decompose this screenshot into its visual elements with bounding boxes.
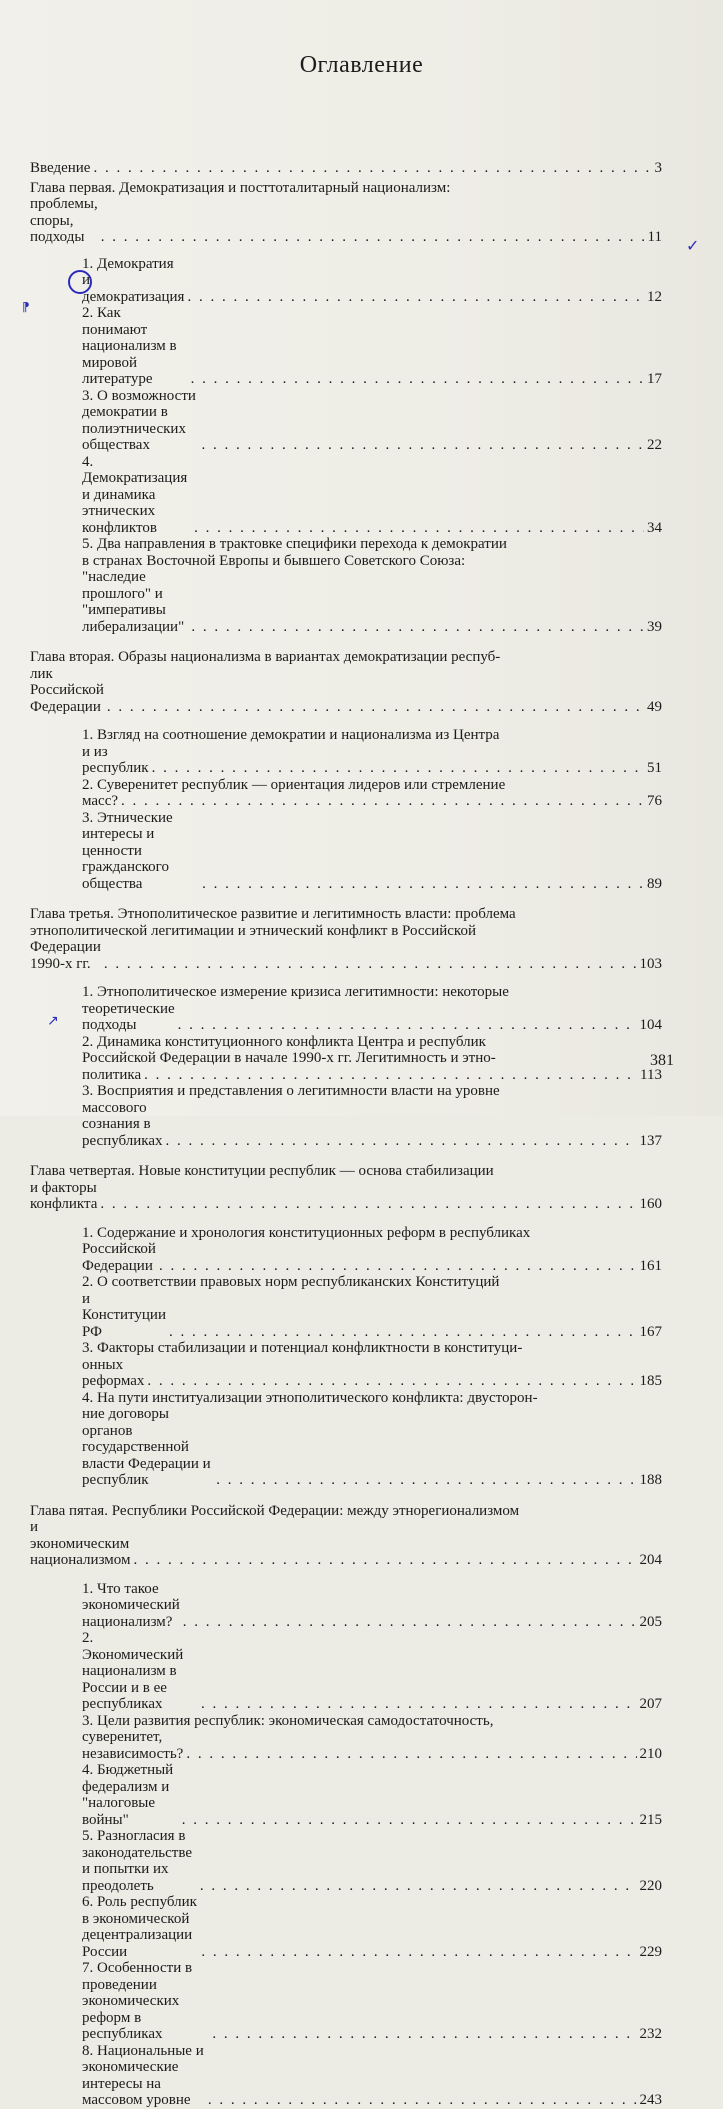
toc-entry-text: этнополитической легитимации и этнический конфликт в Российской	[30, 922, 476, 939]
toc-page-number: 76	[647, 793, 662, 809]
toc-section[interactable]	[82, 984, 662, 1034]
toc-entry-text: 3. Цели развития республик: экономическая самодостаточность,	[82, 1712, 494, 1729]
toc-page-number: 205	[639, 1613, 662, 1630]
toc-page-number: 39	[647, 618, 662, 635]
toc-section[interactable]	[82, 727, 662, 777]
toc-chapter[interactable]	[30, 1503, 662, 1569]
toc-page-number: 104	[639, 1017, 662, 1033]
toc-page-number: 3	[654, 160, 662, 176]
toc-entry-text: Глава пятая. Республики Российской Федерации: между этнорегионализмом	[30, 1502, 520, 1519]
toc-entry-text: онных реформах	[82, 1356, 145, 1389]
toc-section[interactable]	[82, 1894, 662, 1960]
toc-chapter[interactable]	[30, 1163, 662, 1213]
leader-dots	[194, 520, 644, 537]
toc-chapter[interactable]	[30, 180, 662, 246]
toc-chapter[interactable]	[30, 649, 662, 715]
toc-entry-text: 5. Разногласия в законодательстве и попытки их преодолеть	[82, 1828, 193, 1894]
toc-entry-text: 4. Бюджетный федерализм и "налоговые войны"	[82, 1762, 174, 1828]
toc-section[interactable]	[82, 777, 662, 810]
toc-page-number: 160	[639, 1196, 662, 1212]
toc-section[interactable]	[82, 1828, 662, 1894]
toc-entry-text: Введение	[30, 160, 91, 176]
toc-page-number: 188	[639, 1472, 662, 1488]
toc-entry-text: 3. Восприятия и представления о легитимности власти на уровне	[82, 1083, 500, 1099]
toc-entry-text: 2. О соответствии правовых норм республиканских Конституций	[82, 1274, 500, 1290]
leader-dots	[200, 1878, 637, 1895]
leader-dots	[201, 1696, 636, 1713]
toc-page-number: 49	[647, 698, 662, 715]
leader-dots	[202, 876, 644, 893]
toc-entry-text: 2. Суверенитет республик — ориентация лидеров или стремление	[82, 776, 506, 793]
leader-dots	[212, 2026, 636, 2043]
toc-section[interactable]	[82, 1581, 662, 1631]
leader-dots	[152, 760, 644, 777]
toc-section[interactable]	[82, 454, 662, 537]
leader-dots	[186, 1746, 636, 1763]
toc-section[interactable]	[82, 305, 662, 388]
toc-entry-text: Глава вторая. Образы национализма в вариантах демократизации респуб-	[30, 649, 501, 665]
toc-section[interactable]	[82, 810, 662, 893]
toc-entry-text: 1. Взгляд на соотношение демократии и национализма из Центра	[82, 727, 500, 743]
toc-section[interactable]	[82, 536, 662, 635]
pen-scribble-mark: ⁋	[22, 300, 30, 314]
toc-entry-text: Российской Федерации в начале 1990-х гг. Легитимность и этно-	[82, 1050, 496, 1066]
toc-page-number: 167	[639, 1323, 662, 1340]
toc-page-number: 220	[639, 1877, 662, 1894]
toc-section[interactable]	[82, 2043, 662, 2109]
pen-check-mark: ✓	[686, 236, 700, 255]
leader-dots	[182, 1812, 637, 1829]
toc-page-number: 89	[647, 875, 662, 892]
toc-page-number: 137	[639, 1132, 662, 1149]
toc-section[interactable]	[82, 1390, 662, 1489]
toc-entry-text: 4. На пути институализации этнополитического конфликта: двусторон-	[82, 1389, 538, 1406]
leader-dots	[101, 229, 645, 246]
leader-dots	[191, 371, 644, 388]
toc-page-number: 51	[647, 760, 662, 776]
toc-entry-text: 1. Этнополитическое измерение кризиса легитимности: некоторые	[82, 984, 509, 1000]
toc-entry-text: теоретические подходы	[82, 1000, 175, 1033]
toc-entry-text: 1. Что такое экономический национализм?	[82, 1580, 180, 1630]
toc-page-number: 232	[639, 2026, 662, 2042]
toc-section[interactable]	[82, 1083, 662, 1149]
toc-entry-text: 2. Экономический национализм в России и в ее республиках	[82, 1630, 184, 1712]
toc-page-number: 12	[647, 288, 662, 305]
toc-entry-text: 6. Роль республик в экономической децентрализации России	[82, 1894, 197, 1960]
toc-entry-text: в странах Восточной Европы и бывшего Советского Союза:	[82, 552, 466, 569]
leader-dots	[144, 1067, 637, 1084]
toc-page-number: 113	[640, 1066, 662, 1083]
toc-section[interactable]	[82, 1034, 662, 1084]
toc-entry-text: 1. Содержание и хронология конституционных реформ в республиках	[82, 1224, 531, 1241]
toc-entry-text: Глава первая. Демократизация и посттоталитарный национализм:	[30, 179, 451, 196]
leader-dots	[201, 1944, 636, 1961]
leader-dots	[191, 619, 644, 636]
toc-entry-text: "наследие прошлого" и "императивы либерализации"	[82, 569, 185, 635]
toc-section[interactable]	[82, 1225, 662, 1275]
toc-section[interactable]	[82, 1274, 662, 1340]
toc-entry-text: суверенитет, независимость?	[82, 1729, 184, 1762]
toc-entry-text: проблемы, споры, подходы	[30, 196, 98, 245]
toc-entry-text: политика	[82, 1066, 142, 1083]
leader-dots	[107, 699, 644, 716]
toc-page-number: 22	[647, 437, 662, 453]
toc-entry-text: Глава третья. Этнополитическое развитие и легитимность власти: проблема	[30, 906, 516, 922]
table-of-contents	[30, 160, 662, 2109]
toc-page-number: 207	[639, 1696, 662, 1712]
toc-page-number: 185	[639, 1373, 662, 1389]
toc-entry-text: 2. Как понимают национализм в мировой литературе	[82, 305, 177, 387]
leader-dots	[104, 956, 637, 973]
page-number: 381	[650, 1052, 674, 1069]
toc-page-number: 34	[647, 519, 662, 536]
toc-entry-text: и экономическим национализмом	[30, 1519, 131, 1568]
toc-page-number: 215	[639, 1811, 662, 1828]
toc-entry-text: Федерации 1990-х гг.	[30, 939, 101, 972]
leader-dots	[93, 160, 651, 177]
leader-dots	[183, 1614, 637, 1631]
leader-dots	[121, 793, 644, 810]
toc-section[interactable]	[82, 1960, 662, 2043]
leader-dots	[159, 1258, 637, 1275]
toc-entry-text: 3. Этнические интересы и ценности гражданского общества	[82, 809, 173, 892]
toc-page-number: 204	[639, 1552, 662, 1568]
toc-entry-text: 3. Факторы стабилизации и потенциал конфликтности в конституци-	[82, 1340, 523, 1356]
toc-entry-text: и из республик	[82, 743, 149, 776]
toc-page-number: 243	[639, 2092, 662, 2108]
toc-entry-text: масс?	[82, 793, 119, 809]
toc-entry-text: 2. Динамика конституционного конфликта Центра и республик	[82, 1033, 486, 1050]
toc-page-number: 17	[647, 371, 662, 387]
toc-section[interactable]	[82, 1713, 662, 1763]
toc-page-number: 11	[647, 229, 662, 245]
toc-entry-text: 3. О возможности демократии в полиэтнических обществах	[82, 387, 196, 453]
toc-entry-text: 4. Демократизация и динамика этнических конфликтов	[82, 453, 188, 536]
leader-dots	[133, 1552, 636, 1569]
toc-chapter[interactable]	[30, 160, 662, 177]
toc-entry-text: Глава четвертая. Новые конституции республик — основа стабилизации	[30, 1163, 494, 1179]
toc-entry-text: Российской Федерации	[82, 1241, 156, 1274]
toc-entry-text: 7. Особенности в проведении экономических реформ в республиках	[82, 1960, 193, 2042]
toc-page-number: 161	[639, 1257, 662, 1274]
toc-section[interactable]	[82, 256, 662, 306]
leader-dots	[201, 437, 644, 454]
toc-entry-text: лик Российской Федерации	[30, 665, 104, 715]
toc-entry-text: 1. Демократия и демократизация	[82, 255, 185, 305]
leader-dots	[187, 289, 644, 306]
leader-dots	[169, 1324, 637, 1341]
toc-entry-text: и Конституции РФ	[82, 1290, 166, 1340]
toc-section[interactable]	[82, 388, 662, 454]
leader-dots	[216, 1472, 636, 1489]
toc-entry-text: 8. Национальные и экономические интересы на массовом уровне	[82, 2042, 204, 2108]
toc-entry-text: ние договоры органов государственной власти Федерации и республик	[82, 1406, 211, 1488]
toc-page-number: 103	[639, 955, 662, 972]
toc-chapter[interactable]	[30, 906, 662, 972]
pen-tick-mark: ↗	[47, 1013, 59, 1029]
toc-page-number: 229	[639, 1943, 662, 1960]
toc-page-number: 210	[639, 1745, 662, 1762]
toc-entry-text: и факторы конфликта	[30, 1179, 98, 1212]
leader-dots	[147, 1373, 636, 1390]
leader-dots	[208, 2092, 637, 2109]
page-title: Оглавление	[299, 52, 424, 78]
toc-entry-text: 5. Два направления в трактовке специфики перехода к демократии	[82, 536, 507, 552]
leader-dots	[166, 1133, 637, 1150]
toc-section[interactable]	[82, 1630, 662, 1713]
leader-dots	[178, 1017, 637, 1034]
toc-section[interactable]	[82, 1762, 662, 1828]
toc-entry-text: массового сознания в республиках	[82, 1099, 163, 1149]
leader-dots	[100, 1196, 636, 1213]
toc-section[interactable]	[82, 1340, 662, 1390]
